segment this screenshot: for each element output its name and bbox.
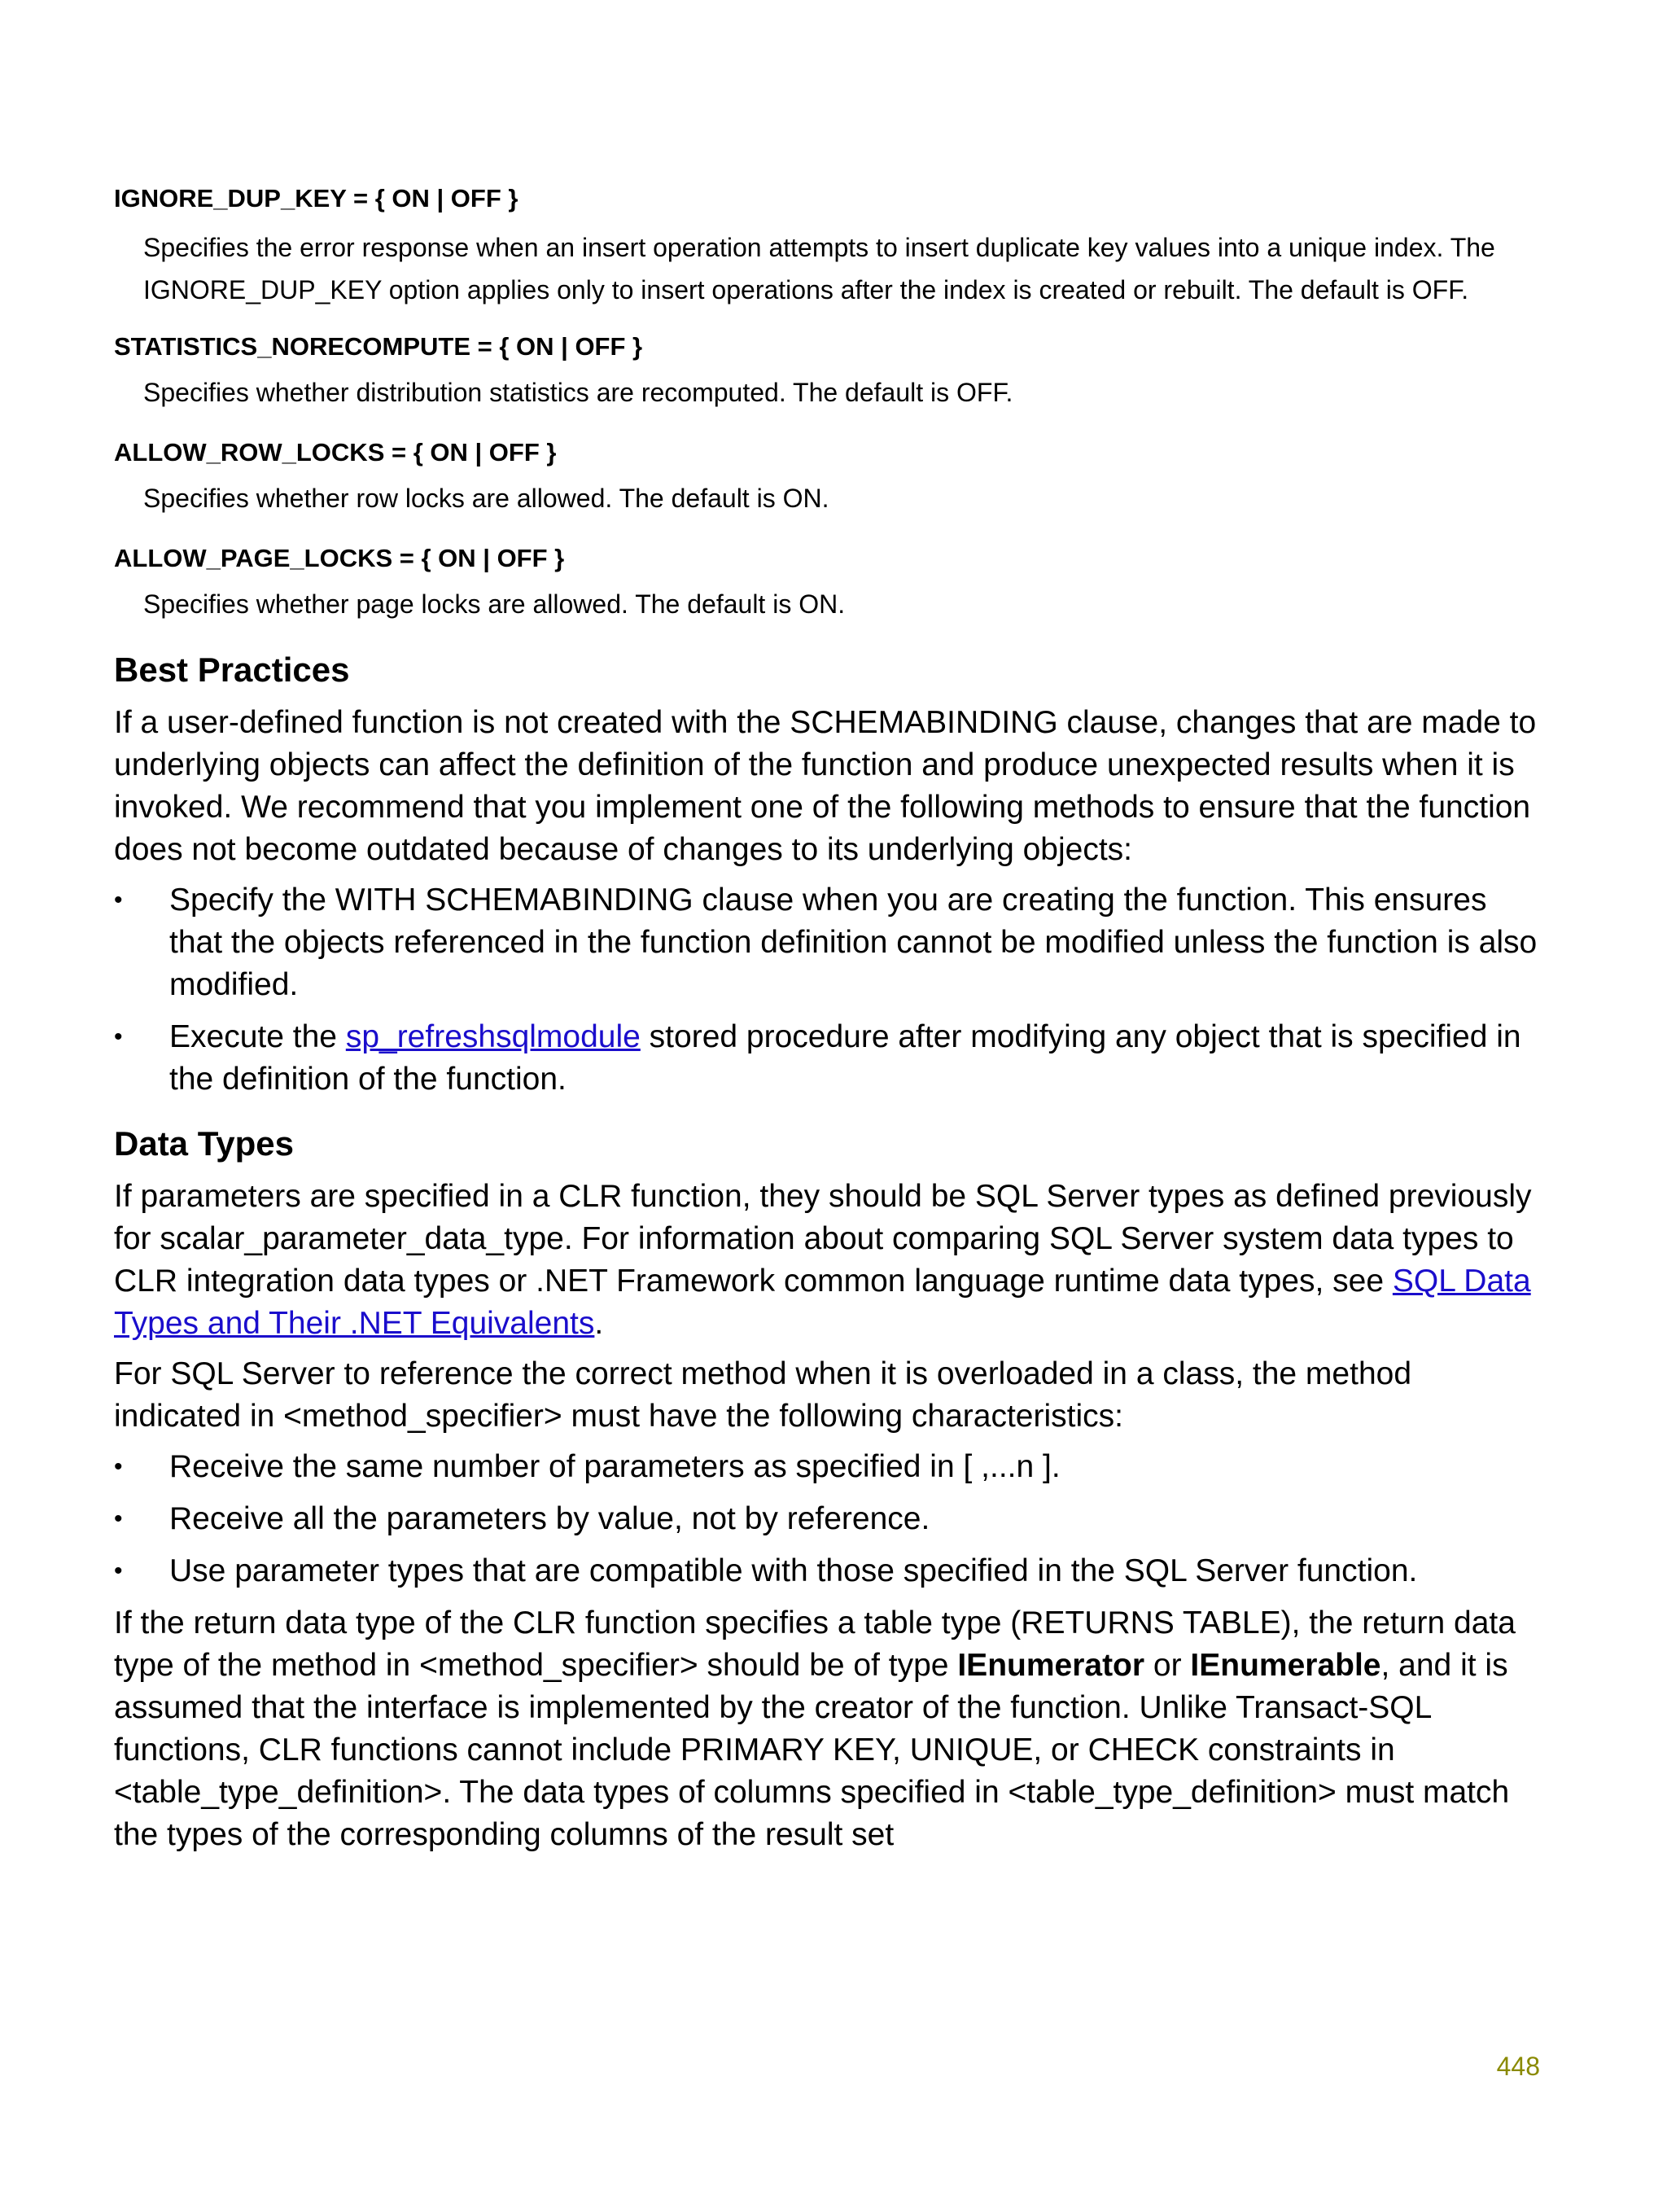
option-description-allow-page-locks: Specifies whether page locks are allowed. The default is ON. (143, 589, 846, 619)
option-term-allow-row-locks: ALLOW_ROW_LOCKS = { ON | OFF } (114, 438, 557, 466)
paragraph-text: , and it is assumed that the interface is implemented by the creator of the function. Unlike Transact-SQL functions, CLR functions cannot include PRIMARY KEY, UNIQUE, or CHECK constraints in <table_type_definition>. The data types of columns specified in <table_type_definition> must match the types of the corresponding columns of the result set (114, 1648, 1510, 1852)
list-item-text-after: stored procedure after modifying any object that is specified in the definition of the function. (169, 1019, 1521, 1097)
option-term-statistics-norecompute: STATISTICS_NORECOMPUTE = { ON | OFF } (114, 332, 643, 361)
list-item-text: Receive the same number of parameters as specified in [ ,...n ]. (169, 1449, 1061, 1484)
option-description-ignore-dup-key: Specifies the error response when an insert operation attempts to insert duplicate key values into a unique index. The IGNORE_DUP_KEY option applies only to insert operations after the index is created or rebuilt. The default is OFF. (143, 233, 1495, 304)
paragraph-text: If parameters are specified in a CLR function, they should be SQL Server types as defined previously for scalar_parameter_data_type. For information about comparing SQL Server system data types to CLR integration data types or .NET Framework common language runtime data types, see (114, 1179, 1532, 1299)
list-item (114, 879, 1547, 1006)
list-item-text: Receive all the parameters by value, not by reference. (169, 1501, 930, 1536)
option-term-ignore-dup-key: IGNORE_DUP_KEY = { ON | OFF } (114, 184, 518, 212)
bullet-icon: • (114, 1453, 123, 1480)
option-list (114, 182, 1547, 625)
list-item-text: Specify the WITH SCHEMABINDING clause when you are creating the function. This ensures that the objects referenced in the function definition cannot be modified unless the function is also modified. (169, 883, 1538, 1002)
best-practices-list (114, 879, 1547, 1101)
list-item-text: Use parameter types that are compatible with those specified in the SQL Server function. (169, 1553, 1418, 1588)
sp-refreshsqlmodule-link[interactable]: sp_refreshsqlmodule (345, 1019, 641, 1054)
option-description-allow-row-locks: Specifies whether row locks are allowed. The default is ON. (143, 484, 829, 513)
ienumerable-term: IEnumerable (1190, 1648, 1381, 1683)
method-characteristics-list (114, 1446, 1547, 1592)
data-types-heading: Data Types (114, 1124, 294, 1163)
bullet-icon: • (114, 1023, 123, 1050)
paragraph-text: . (594, 1306, 604, 1341)
ienumerator-term: IEnumerator (957, 1648, 1145, 1683)
data-types-paragraph-2: For SQL Server to reference the correct method when it is overloaded in a class, the method indicated in <method_specifier> must have the following characteristics: (114, 1356, 1412, 1434)
bullet-icon: • (114, 1557, 123, 1584)
list-item (114, 1446, 1547, 1488)
data-types-paragraph-3 (114, 1602, 1547, 1856)
bullet-icon: • (114, 887, 123, 913)
list-item (114, 1016, 1547, 1101)
bullet-icon: • (114, 1505, 123, 1532)
list-item-text-before: Execute the (169, 1019, 346, 1054)
best-practices-heading: Best Practices (114, 650, 350, 689)
paragraph-text: If the return data type of the CLR function specifies a table type (RETURNS TABLE), the return data type of the method in <method_specifier> should be of type (114, 1605, 1516, 1683)
list-item (114, 1498, 1547, 1540)
page-number: 448 (1496, 2052, 1540, 2081)
document-page (114, 182, 1547, 1864)
option-description-statistics-norecompute: Specifies whether distribution statistics are recomputed. The default is OFF. (143, 378, 1013, 407)
list-item (114, 1550, 1547, 1592)
best-practices-intro: If a user-defined function is not created with the SCHEMABINDING clause, changes that are made to underlying objects can affect the definition of the function and produce unexpected results when it is invoked. We recommend that you implement one of the following methods to ensure that the function does not become outdated because of changes to its underlying objects: (114, 705, 1537, 867)
paragraph-text: or (1144, 1648, 1191, 1683)
option-term-allow-page-locks: ALLOW_PAGE_LOCKS = { ON | OFF } (114, 544, 565, 572)
sql-data-types-link[interactable]: SQL Data Types and Their .NET Equivalents (114, 1264, 1531, 1341)
data-types-paragraph-1 (114, 1176, 1547, 1345)
